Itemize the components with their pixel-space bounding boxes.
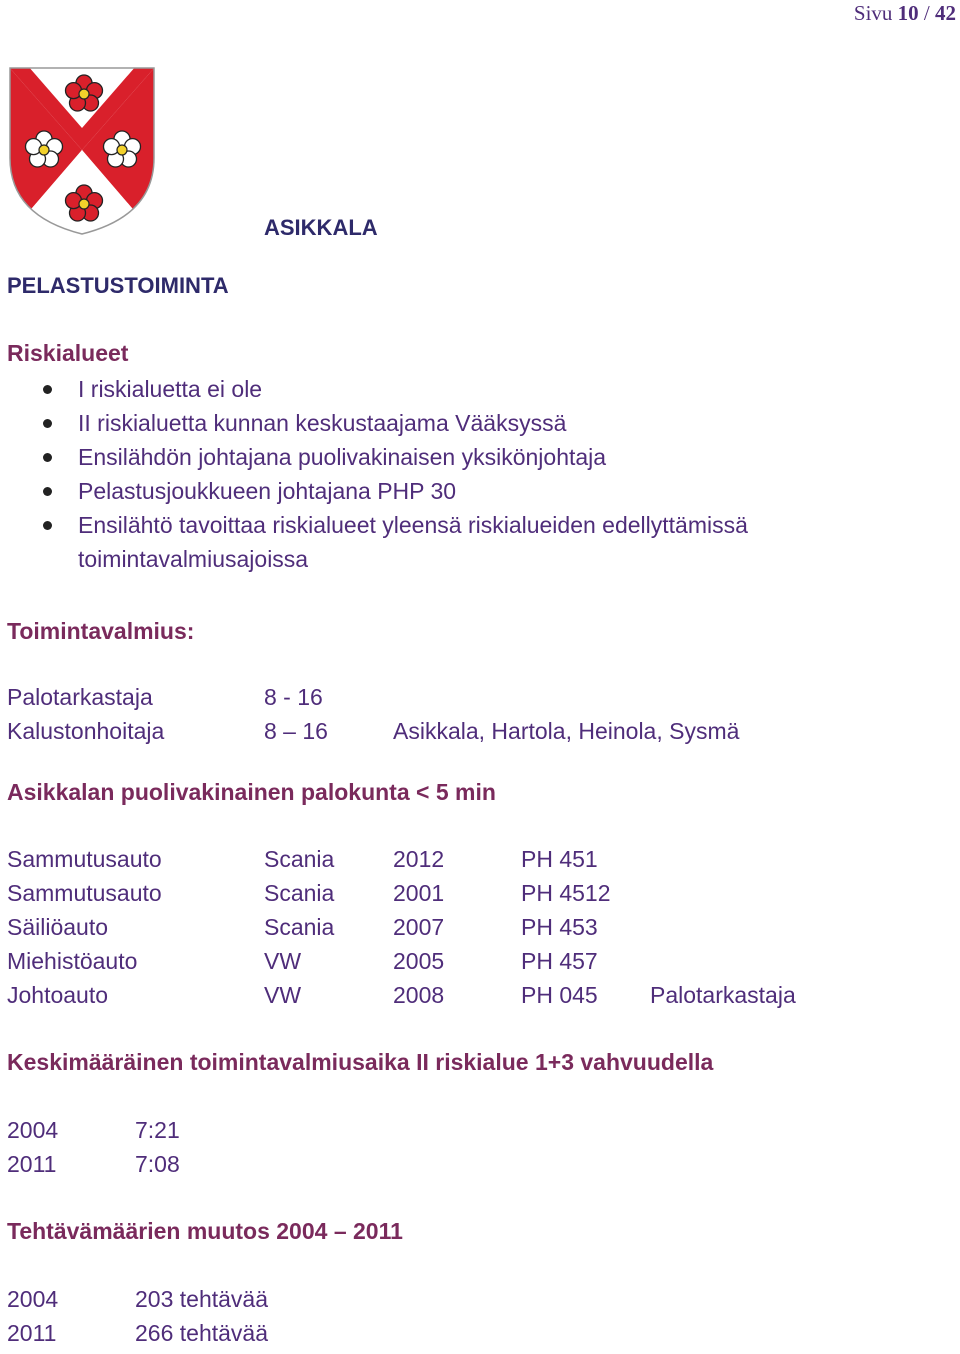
- bullet-icon: [43, 521, 52, 530]
- hours: 8 - 16: [264, 684, 323, 710]
- time-value: 7:08: [135, 1151, 180, 1177]
- risk-heading: Riskialueet: [7, 340, 129, 366]
- page-separator: /: [923, 1, 930, 25]
- coat-of-arms-logo: [8, 66, 156, 236]
- vehicle-year: 2008: [393, 982, 445, 1008]
- year: 2004: [7, 1286, 59, 1312]
- vehicle-code: PH 045: [521, 982, 598, 1008]
- task-count: 266 tehtävää: [135, 1320, 269, 1346]
- year: 2011: [7, 1151, 57, 1177]
- year: 2004: [7, 1117, 59, 1143]
- year: 2011: [7, 1320, 57, 1346]
- vehicle-code: PH 453: [521, 914, 598, 940]
- risk-list: [0, 372, 900, 576]
- vehicle-make: VW: [264, 948, 302, 974]
- bullet-icon: [43, 419, 52, 428]
- list-item: I riskialuetta ei ole: [0, 372, 900, 406]
- fleet-heading: Asikkalan puolivakinainen palokunta < 5 min: [7, 779, 496, 805]
- hours: 8 – 16: [264, 718, 328, 744]
- page-current: 10: [897, 1, 919, 25]
- vehicle-year: 2012: [393, 846, 445, 872]
- avg-time-heading: Keskimääräinen toimintavalmiusaika II riskialue 1+3 vahvuudella: [7, 1049, 714, 1075]
- tasks-heading: Tehtävämäärien muutos 2004 – 2011: [7, 1218, 403, 1244]
- list-item: II riskialuetta kunnan keskustaajama Vääksyssä: [0, 406, 900, 440]
- vehicle-code: PH 451: [521, 846, 598, 872]
- list-item: Pelastusjoukkueen johtajana PHP 30: [0, 474, 900, 508]
- vehicle-type: Miehistöauto: [7, 948, 138, 974]
- readiness-heading: Toimintavalmius:: [7, 618, 195, 644]
- list-item: Ensilähtö tavoittaa riskialueet yleensä riskialueiden edellyttämissä toimintavalmiusajoissa: [0, 508, 858, 576]
- vehicle-type: Sammutusauto: [7, 846, 162, 872]
- vehicle-type: Säiliöauto: [7, 914, 109, 940]
- vehicle-code: PH 4512: [521, 880, 611, 906]
- vehicle-year: 2001: [393, 880, 445, 906]
- bullet-icon: [43, 453, 52, 462]
- section-title: PELASTUSTOIMINTA: [7, 273, 229, 298]
- vehicle-note: Palotarkastaja: [650, 982, 796, 1008]
- page-number: [854, 1, 956, 26]
- bullet-icon: [43, 487, 52, 496]
- vehicle-year: 2005: [393, 948, 445, 974]
- municipality-name: ASIKKALA: [264, 215, 378, 240]
- vehicle-code: PH 457: [521, 948, 598, 974]
- vehicle-make: VW: [264, 982, 302, 1008]
- time-value: 7:21: [135, 1117, 180, 1143]
- vehicle-year: 2007: [393, 914, 445, 940]
- role: Kalustonhoitaja: [7, 718, 165, 744]
- list-item: Ensilähdön johtajana puolivakinaisen yksikönjohtaja: [0, 440, 900, 474]
- vehicle-make: Scania: [264, 846, 335, 872]
- vehicle-make: Scania: [264, 880, 335, 906]
- area: Asikkala, Hartola, Heinola, Sysmä: [393, 718, 740, 744]
- task-count: 203 tehtävää: [135, 1286, 269, 1312]
- vehicle-make: Scania: [264, 914, 335, 940]
- vehicle-type: Sammutusauto: [7, 880, 162, 906]
- page-total: 42: [935, 1, 956, 25]
- role: Palotarkastaja: [7, 684, 153, 710]
- vehicle-type: Johtoauto: [7, 982, 109, 1008]
- page-prefix: Sivu: [853, 1, 893, 25]
- bullet-icon: [43, 385, 52, 394]
